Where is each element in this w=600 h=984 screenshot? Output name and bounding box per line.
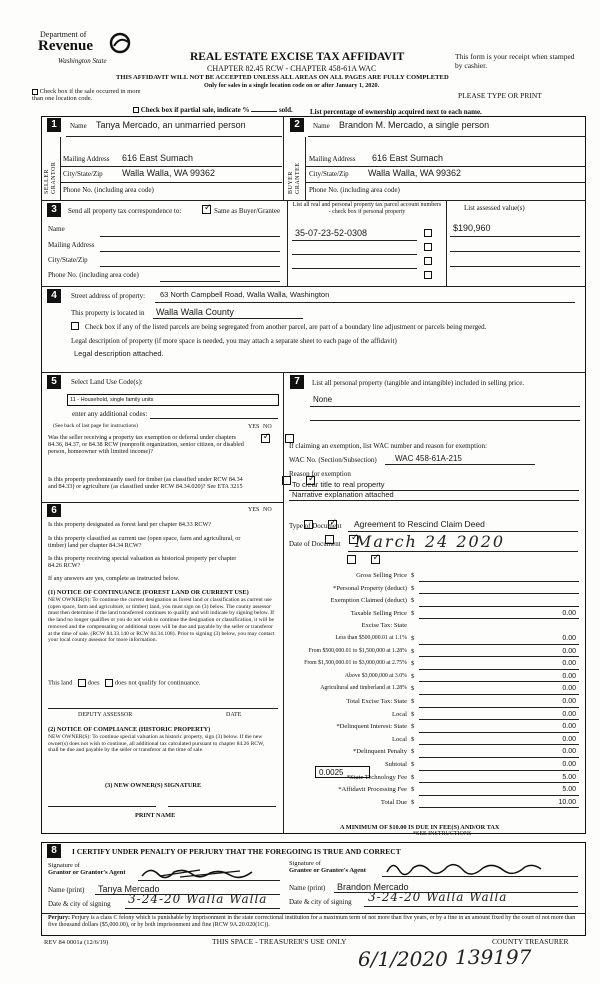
tax-row-label: *State Technology Fee (346, 773, 407, 781)
section-1-tag: 1 (47, 118, 61, 132)
partial-sale-label: Check box if partial sale, indicate % (140, 106, 250, 114)
s6-q3-yes-checkbox[interactable] (347, 555, 356, 564)
tax-row (287, 683, 582, 696)
notice1-title: (1) NOTICE OF CONTINUANCE (FOREST LAND OR CURRENT USE) (48, 589, 249, 596)
tax-row-field[interactable] (419, 757, 579, 758)
buyer-city[interactable]: Walla Walla, WA 99362 (368, 168, 462, 178)
deputy-date-label: DATE (226, 712, 242, 718)
assessed-value-label: List assessed value(s) (464, 204, 525, 212)
buyer-name-label: Name (313, 122, 330, 130)
buyer-address[interactable]: 616 East Sumach (372, 153, 444, 163)
revenue-logo (38, 30, 138, 70)
legal-description[interactable]: Legal description attached. (74, 349, 164, 358)
doc-date[interactable]: March 24 2020 (355, 532, 506, 551)
tax-row (287, 595, 582, 608)
multi-location-label: Check box if the sale occurred in more than one location code. (32, 88, 141, 103)
section-4-tag: 4 (47, 289, 61, 303)
exemption-intro: If claiming an exemption, list WAC number and reason for exemption: (289, 442, 487, 450)
receipt-note: This form is your receipt when stamped by cashier. (455, 52, 575, 70)
tax-row-label: Local (391, 735, 407, 743)
tax-row-dollar: $ (411, 761, 415, 768)
stamp-date: 6/1/2020 (358, 947, 448, 971)
tax-row (287, 608, 582, 621)
seller-address-label: Mailing Address (63, 155, 110, 163)
county-name[interactable]: Walla Walla County (156, 307, 234, 317)
tax-row-dollar: $ (411, 572, 415, 579)
assessed-value[interactable]: $190,960 (453, 223, 491, 233)
tax-row-field[interactable] (419, 744, 579, 745)
tax-row-label: Subtotal (385, 761, 407, 768)
perjury-text: Perjury is a class C felony which is punishable by imprisonment in the state correctional institution for a maximum term of not more than five years, or by a fine in an amount fixed by the court of not more than five thousand dollars ($5,000.00), or by both imprisonment and fine (RCW 9A.20.020(1C)). (48, 915, 576, 929)
tax-row-value: 0.00 (562, 735, 576, 743)
seller-city[interactable]: Walla Walla, WA 99362 (122, 168, 216, 178)
reason-line-2[interactable]: Narrative explanation attached (292, 490, 394, 499)
land-use-label: Select Land Use Code(s): (71, 378, 143, 386)
tax-row-label: From $1,500,000.01 to $3,000,000 at 2.75% (304, 660, 407, 667)
tax-row-field[interactable] (419, 681, 579, 682)
perjury-label: Perjury: (48, 915, 70, 921)
grantor-name-label: Name (print) (48, 886, 85, 894)
correspondence-phone-label: Phone No. (including area code) (48, 271, 139, 279)
s6-q1-text: Is this property designated as forest land per chapter 84.33 RCW? (48, 521, 212, 528)
see-instructions-note: *SEE INSTRUCTIONS (413, 831, 472, 837)
grantee-date-label: Date & city of signing (289, 898, 352, 906)
street-address[interactable]: 63 North Campbell Road, Walla Walla, Washington (160, 290, 330, 299)
tax-row (287, 797, 582, 810)
revenue-swirl-icon (108, 32, 132, 54)
personal-property-value[interactable]: None (313, 395, 333, 404)
grantee-name-label: Name (print) (289, 884, 326, 892)
segregated-label: Check box if any of the listed parcels are being segregated from another parcel, are part of a boundary line adjustment or parcels being merged. (85, 323, 487, 331)
correspondence-address-label: Mailing Address (48, 241, 95, 249)
tax-row-dollar: $ (411, 710, 415, 718)
tax-row-value: 0.00 (562, 660, 576, 668)
additional-codes-label: enter any additional codes: (72, 410, 148, 418)
tax-row-value: 0.00 (562, 609, 576, 617)
grantee-sig-label (289, 860, 366, 875)
tax-row-dollar: $ (411, 660, 415, 668)
located-in-label: This property is located in (71, 309, 145, 317)
does-not-label: does not qualify for continuance. (114, 679, 201, 687)
grantee-sig-label-1: Signature of (289, 860, 321, 867)
tax-row-label: *Affidavit Processing Fee (338, 786, 407, 794)
tax-row-dollar: $ (411, 735, 415, 743)
notice2-title: (2) NOTICE OF COMPLIANCE (HISTORIC PROPERTY) (48, 726, 211, 733)
tax-row-value: 0.00 (562, 698, 576, 705)
land-does-checkbox[interactable] (78, 679, 86, 687)
seller-city-label: City/State/Zip (63, 170, 103, 178)
tax-row-value: 0.00 (562, 723, 576, 731)
tax-row-field[interactable] (419, 694, 579, 695)
s5-q1-yes-checkbox[interactable] (261, 434, 270, 443)
tax-row-label: Total Due (380, 798, 407, 806)
tax-row-value: 0.00 (562, 672, 576, 680)
this-land-label: This land (48, 679, 73, 687)
parcel-1-personal-checkbox[interactable] (424, 229, 432, 237)
grantor-sig-label (48, 862, 126, 877)
tax-row-label: Taxable Selling Price (350, 609, 407, 617)
tax-row (287, 646, 582, 659)
tax-row-value: 0.00 (562, 685, 576, 693)
tax-row-value: 5.00 (562, 773, 576, 781)
stamp-number: 139197 (455, 945, 532, 969)
tax-row-dollar: $ (411, 647, 415, 655)
tax-row-label: Local (391, 710, 407, 718)
s6-q2-text: Is this property classified as current use (open space, farm and agricultural, or timber) land per chapter 84.34 RCW? (48, 535, 241, 550)
reason-line-1[interactable]: To clear title to real property (292, 480, 385, 489)
logo-dept-text: Department of (40, 30, 87, 39)
parcel-2-personal-checkbox[interactable] (424, 243, 432, 251)
personal-property-label: List all personal property (tangible and intangible) included in selling price. (312, 379, 525, 387)
new-owner-sig-label: (3) NEW OWNER(S) SIGNATURE (105, 782, 202, 789)
tax-row-dollar: $ (411, 635, 415, 642)
tax-row-field[interactable] (419, 669, 579, 670)
parcel-3-personal-checkbox[interactable] (424, 257, 432, 265)
seller-name[interactable]: Tanya Mercado, an unmarried person (96, 120, 246, 130)
correspondence-name-label: Name (48, 225, 65, 233)
tax-row (287, 721, 582, 734)
tax-row (287, 671, 582, 684)
grantee-signature-scribble (385, 858, 545, 876)
tax-row-field[interactable] (419, 656, 579, 657)
tax-row-field[interactable] (419, 644, 579, 645)
grantor-date-city[interactable]: 3-24-20 Walla Walla (128, 892, 268, 906)
certify-statement: I CERTIFY UNDER PENALTY OF PERJURY THAT THE FOREGOING IS TRUE AND CORRECT (72, 847, 401, 856)
deputy-assessor-label: DEPUTY ASSESSOR (78, 712, 133, 718)
partial-sale-pct-field[interactable] (251, 111, 277, 112)
s6-q3-no-checkbox[interactable] (371, 555, 380, 564)
tax-row-value: 0.00 (562, 647, 576, 655)
tax-row-field[interactable] (419, 581, 579, 582)
partial-sale-checkbox[interactable] (133, 107, 139, 113)
print-name-label: PRINT NAME (135, 812, 176, 819)
rev-code: REV 84 0001a (12/6/19) (44, 939, 109, 946)
s6-yes-header: YES (248, 507, 260, 513)
doc-type[interactable]: Agreement to Rescind Claim Deed (354, 519, 485, 529)
tax-row-label: *Delinquent Penalty (352, 748, 407, 756)
s5-yes-header: YES (248, 424, 260, 430)
tax-row (287, 784, 582, 797)
tax-row-dollar: $ (411, 609, 415, 617)
buyer-address-label: Mailing Address (309, 155, 356, 163)
tax-row (287, 620, 582, 633)
buyer-city-label: City/State/Zip (309, 170, 349, 178)
grantor-sig-label-2: Grantor or Grantor's Agent (48, 869, 126, 877)
s5-no-header: NO (263, 424, 272, 430)
legal-description-label: Legal description of property (if more space is needed, you may attach a separate sheet to each page of the affidavit) (71, 337, 397, 345)
reason-label: Reason for exemption (289, 470, 351, 478)
parcel-number[interactable]: 35-07-23-52-0308 (295, 228, 368, 238)
treasurer-space: THIS SPACE - TREASURER'S USE ONLY (212, 937, 347, 946)
same-as-buyer-label: Same as Buyer/Grantee (214, 207, 281, 215)
tax-row-dollar: $ (411, 672, 415, 680)
buyer-phone-label: Phone No. (including area code) (309, 186, 400, 194)
minimum-due-note: A MINIMUM OF $10.00 IS DUE IN FEE(S) AND/OR TAX (340, 824, 500, 831)
tax-row-label: *Delinquent Interest: State (336, 723, 407, 731)
sold-label: sold. (278, 106, 293, 114)
multi-location-checkbox[interactable] (32, 89, 38, 95)
seller-name-label: Name (70, 122, 87, 130)
buyer-side-label: BUYER GRANTEE (288, 162, 301, 194)
tax-row-dollar: $ (411, 773, 415, 781)
section-8-tag: 8 (47, 844, 61, 858)
section-5-tag: 5 (47, 375, 61, 389)
land-does-not-checkbox[interactable] (105, 679, 113, 687)
logo-revenue-text: Revenue (38, 38, 93, 54)
single-location-note: Only for sales in a single location code on or after January 1, 2020. (204, 82, 380, 89)
tax-row-dollar: $ (411, 786, 415, 794)
continuance-row (48, 679, 201, 687)
tax-row-dollar: $ (411, 748, 415, 756)
tax-row-dollar: $ (411, 698, 415, 705)
section-6-tag: 6 (47, 504, 61, 517)
tax-row (287, 734, 582, 747)
grantee-signature[interactable] (385, 858, 545, 876)
tax-row-label: Above $3,000,000 at 3.0% (344, 672, 407, 679)
tax-row-field[interactable] (419, 807, 579, 808)
local-rate-box[interactable] (315, 766, 370, 778)
tax-row-label: *Personal Property (deduct) (333, 584, 407, 592)
parcel-4-personal-checkbox[interactable] (424, 271, 432, 279)
notice2-body: NEW OWNER(S): To continue special valuation as historic property, sign (3) below. If the new owner(s) does not wish to continue, all additional tax calculated pursuant to chapter 84.26 RCW, shall be due and payable by the seller or transferor at the time of sale. (48, 734, 265, 754)
perjury-note (48, 915, 580, 929)
tax-row-label: Excise Tax: State (361, 622, 407, 630)
land-use-value: 11 - Household, single family units (70, 397, 154, 403)
tax-row-dollar: $ (411, 597, 415, 605)
grantee-date-city[interactable]: 3-24-20 Walla Walla (368, 890, 508, 904)
tax-row-field[interactable] (419, 606, 579, 607)
tax-row-label: Exemption Claimed (deduct) (330, 597, 407, 605)
local-rate: 0.0025 (319, 768, 344, 777)
tax-row-value: 0.00 (562, 761, 576, 768)
s5-q2-text: Is this property predominantly used for timber (as classified under RCW 84.34 and 84.33) or agriculture (as classified under RCW 84.34.020)? See ETA 3215 (48, 476, 243, 491)
s5-q1-text: Was the seller receiving a property tax exemption or deferral under chapters 84.36, 84.37, or 84.38 RCW (nonprofit organization, senior citizen, or disabled person, homeowner with limited income)? (48, 434, 244, 456)
tax-row-field[interactable] (419, 593, 579, 594)
seller-side-label: SELLER GRANTOR (44, 161, 57, 194)
tax-row (287, 658, 582, 671)
s6-no-header: NO (263, 507, 272, 513)
wac-label: WAC No. (Section/Subsection) (289, 456, 377, 464)
same-as-buyer-checkbox[interactable] (202, 205, 211, 214)
tax-row-value: 0.00 (562, 710, 576, 718)
tax-row (287, 709, 582, 722)
section-2-tag: 2 (290, 118, 304, 132)
send-correspondence-label: Send all property tax correspondence to: (68, 207, 182, 215)
s6-q3-text: Is this property receiving special valuation as historical property per chapter 84.26 RCW? (48, 555, 237, 570)
grantee-printed-name[interactable]: Brandon Mercado (337, 882, 409, 892)
tax-row-value: 0.00 (562, 635, 576, 642)
county-treasurer-label: COUNTY TREASURER (492, 937, 569, 946)
seller-address[interactable]: 616 East Sumach (122, 153, 194, 163)
grantor-printed-name[interactable]: Tanya Mercado (98, 884, 160, 894)
grantor-signature[interactable] (140, 864, 270, 880)
grantor-sig-label-1: Signature of (48, 862, 80, 869)
seller-phone-label: Phone No. (including area code) (63, 186, 154, 194)
type-or-print: PLEASE TYPE OR PRINT (458, 91, 542, 100)
correspondence-city-label: City/State/Zip (48, 256, 88, 264)
grantor-signature-scribble (140, 864, 260, 880)
tax-row-label: Total Excise Tax: State (346, 698, 407, 705)
tax-row-value: 5.00 (562, 786, 576, 794)
tax-row-field[interactable] (419, 732, 579, 733)
street-address-label: Street address of property: (71, 292, 146, 300)
logo-state-text: Washington State (58, 57, 107, 65)
doc-type-label: Type of Document (289, 522, 342, 530)
tax-row (287, 633, 582, 646)
tax-row-label: Agricultural and timberland at 1.28% (320, 685, 407, 692)
land-use-select[interactable] (67, 394, 279, 406)
section-3-tag: 3 (47, 203, 61, 217)
tax-row (287, 583, 582, 596)
tax-row-field[interactable] (419, 719, 579, 720)
multi-location-check[interactable] (32, 88, 152, 103)
see-back-note: (See back of last page for instructions) (53, 423, 138, 429)
buyer-name[interactable]: Brandon M. Mercado, a single person (339, 120, 490, 130)
partial-sale-row (133, 106, 293, 114)
tax-row-dollar: $ (411, 685, 415, 693)
tax-row-field[interactable] (419, 770, 579, 771)
tax-row (287, 570, 582, 583)
tax-row-value: 0.00 (562, 748, 576, 756)
tax-row-dollar: $ (411, 723, 415, 731)
tax-row-field[interactable] (419, 795, 579, 796)
list-parcels-label: List all real and personal property tax parcel account numbers - check box if personal property (292, 202, 442, 215)
tax-row-field[interactable] (419, 618, 579, 619)
tax-row-label: From $500,000.01 to $1,500,000 at 1.28% (308, 647, 407, 654)
form-title: REAL ESTATE EXCISE TAX AFFIDAVIT (190, 51, 405, 63)
notice1-body: NEW OWNER(S): To continue the current designation as forest land or classification as current use (open space, farm and agriculture, or timber) land, you must sign on (3) below. The county assessor must then determine if the land transferred continues to qualify and will indicate by signing below. If the land no longer qualifies or you do not wish to continue the designation or classification, it will be removed and the compensating or additional taxes will be due and payable by the seller or transferor at the time of sale. (RCW 84.33.140 or RCW 84.34.108). Prior to signing (3) below, you may contact your local county assessor for more information. (48, 597, 275, 644)
grantor-date-label: Date & city of signing (48, 900, 111, 908)
does-label: does (87, 679, 100, 687)
tax-row-field[interactable] (419, 707, 579, 708)
tax-row-dollar: $ (411, 584, 415, 592)
doc-date-label: Date of Document (289, 540, 341, 548)
wac-number[interactable]: WAC 458-61A-215 (395, 454, 462, 463)
section-7-tag: 7 (290, 375, 304, 389)
tax-row-dollar: $ (411, 798, 415, 806)
tax-row-value: 10.00 (558, 798, 576, 806)
grantee-sig-label-2: Grantee or Grantee's Agent (289, 867, 366, 875)
list-pct-note: List percentage of ownership acquired next to each name. (310, 108, 482, 116)
s6-if-yes: If any answers are yes, complete as instructed below. (48, 575, 180, 582)
tax-row-field[interactable] (419, 782, 579, 783)
tax-row (287, 696, 582, 709)
segregated-checkbox[interactable] (71, 322, 79, 330)
form-chapter: CHAPTER 82.45 RCW - CHAPTER 458-61A WAC (207, 64, 377, 73)
warning-text: THIS AFFIDAVIT WILL NOT BE ACCEPTED UNLESS ALL AREAS ON ALL PAGES ARE FULLY COMPLETED (116, 74, 449, 81)
tax-row-label: Gross Selling Price (356, 572, 407, 579)
tax-row (287, 746, 582, 759)
tax-row-label: Less than $500,000.01 at 1.1% (335, 635, 407, 641)
